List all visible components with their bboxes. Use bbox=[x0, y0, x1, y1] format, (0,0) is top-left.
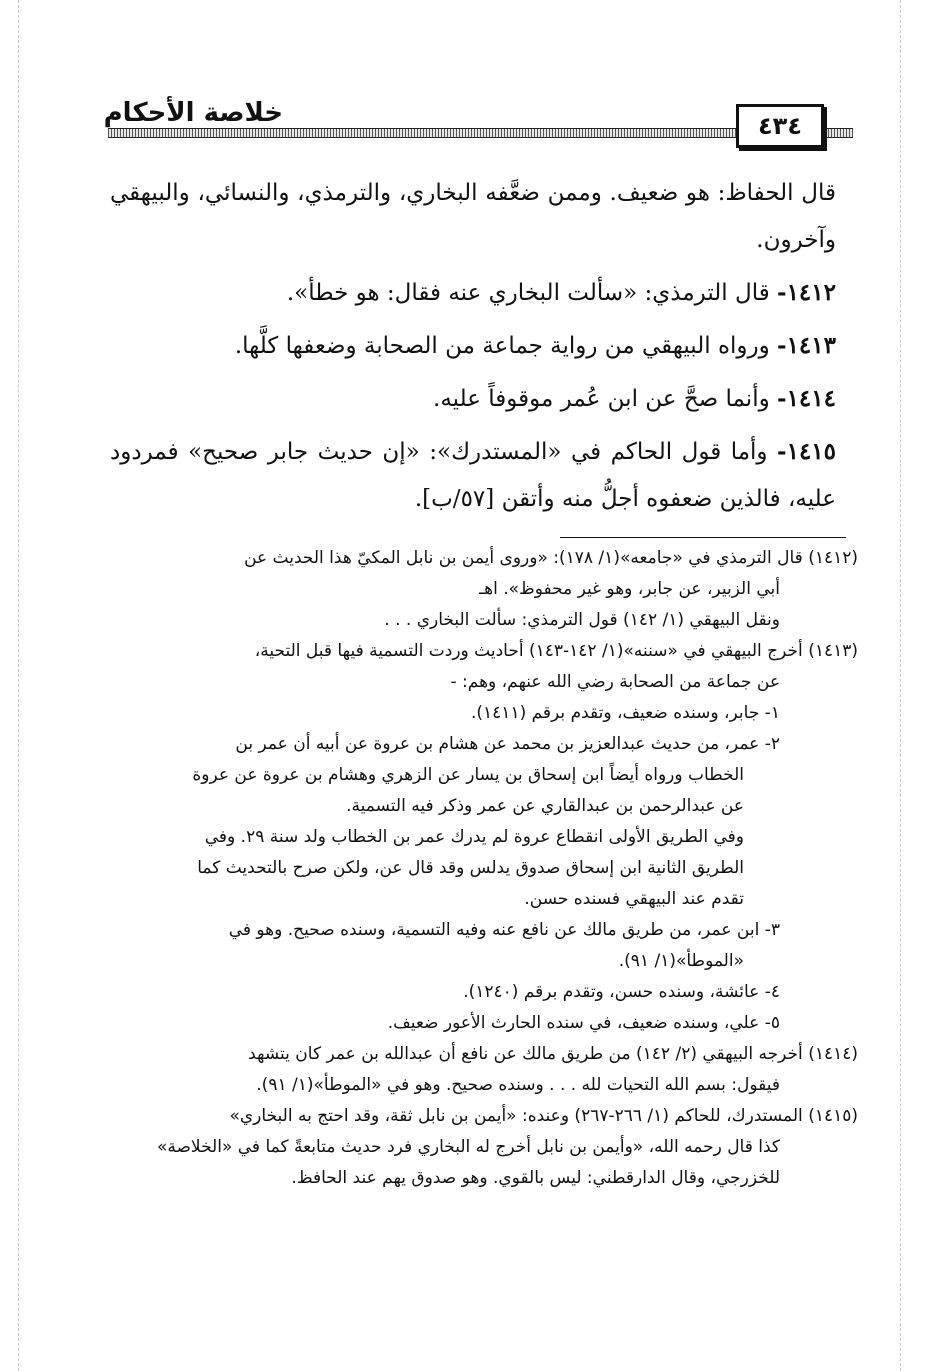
item-1414 bbox=[110, 375, 836, 423]
footnote-line: وفي الطريق الأولى انقطاع عروة لم يدرك عمر بن الخطاب ولد سنة ٢٩. وفي bbox=[204, 827, 744, 847]
footnote-line: عن عبدالرحمن بن عبدالقاري عن عمر وذكر فيه التسمية. bbox=[346, 796, 744, 816]
item-number: ١٤١٤- bbox=[777, 385, 836, 412]
footnote-line: كذا قال رحمه الله، «وأيمن بن نابل أخرج له البخاري فرد حديث متابعةً كما في «الخلاصة» bbox=[156, 1137, 780, 1157]
footnote-line: الخطاب ورواه أيضاً ابن إسحاق بن يسار عن الزهري وهشام بن عروة عن عروة bbox=[192, 765, 744, 785]
item-number: ١٤١٥- bbox=[777, 438, 837, 465]
item-text: قال الترمذي: «سألت البخاري عنه فقال: هو خطأ». bbox=[286, 280, 770, 306]
item-text: وأنما صحَّ عن ابن عُمر موقوفاً عليه. bbox=[433, 386, 770, 412]
footnote-line: ونقل البيهقي (١/ ١٤٢) قول الترمذي: سألت البخاري . . . bbox=[384, 610, 780, 630]
footnote-line: المستدرك، للحاكم (١/ ٢٦٦-٢٦٧) وعنده: «أيمن بن نابل ثقة، وقد احتج به البخاري» bbox=[229, 1106, 803, 1126]
margin-guide-right bbox=[900, 0, 901, 1371]
footnote-line: فيقول: بسم الله التحيات لله . . . وسنده صحيح. وهو في «الموطأ»(١/ ٩١). bbox=[256, 1075, 780, 1095]
page-header bbox=[103, 96, 853, 148]
footnote-line: للخزرجي، وقال الدارقطني: ليس بالقوي. وهو صدوق يهم عند الحافظ. bbox=[291, 1168, 780, 1188]
footnote-line: أبي الزبير، عن جابر، وهو غير محفوظ». اهـ bbox=[479, 579, 780, 599]
footnote-1414 bbox=[108, 1039, 858, 1070]
margin-guide-left bbox=[18, 0, 19, 1371]
footnote-line: أخرج البيهقي في «سننه»(١/ ١٤٢-١٤٣) أحاديث وردت التسمية فيها قبل التحية، bbox=[254, 641, 803, 661]
footnote-number: (١٤١٤) bbox=[808, 1044, 858, 1064]
item-1415 bbox=[110, 428, 836, 523]
footnotes bbox=[108, 543, 858, 1194]
footnote-separator bbox=[560, 537, 846, 538]
item-1413 bbox=[110, 322, 836, 370]
footnote-1413 bbox=[108, 636, 858, 667]
footnote-line: أخرجه البيهقي (٢/ ١٤٢) من طريق مالك عن نافع أن عبدالله بن عمر كان يتشهد bbox=[248, 1044, 803, 1064]
footnote-line: الطريق الثانية ابن إسحاق صدوق يدلس وقد قال عن، ولكن صرح بالتحديث كما bbox=[197, 858, 744, 878]
footnote-1415 bbox=[108, 1101, 858, 1132]
main-text bbox=[110, 170, 836, 523]
footnote-subitem: ٣- ابن عمر، من طريق مالك عن نافع عنه وفيه التسمية، وسنده صحيح. وهو في bbox=[228, 920, 780, 940]
footnote-1412 bbox=[108, 543, 858, 574]
running-title: خلاصة الأحكام bbox=[103, 98, 283, 128]
page-number: ٤٣٤ bbox=[736, 104, 824, 148]
item-1412 bbox=[110, 269, 836, 317]
footnote-line: قال الترمذي في «جامعه»(١/ ١٧٨): «وروى أيمن بن نابل المكيّ هذا الحديث عن bbox=[244, 548, 803, 568]
item-text: ورواه البيهقي من رواية جماعة من الصحابة وضعفها كلَّها. bbox=[234, 333, 770, 359]
footnote-subitem: ٤- عائشة، وسنده حسن، وتقدم برقم (١٢٤٠). bbox=[463, 982, 780, 1002]
item-number: ١٤١٣- bbox=[777, 332, 836, 359]
item-text: وأما قول الحاكم في «المستدرك»: «إن حديث جابر صحيح» فمردود عليه، فالذين ضعفوه أجلُّ منه وأتقن [٥٧/ب]. bbox=[110, 439, 836, 512]
footnote-line: تقدم عند البيهقي فسنده حسن. bbox=[524, 889, 744, 909]
footnote-subitem: ٢- عمر، من حديث عبدالعزيز بن محمد عن هشام بن عروة عن أبيه أن عمر بن bbox=[235, 734, 780, 754]
footnote-number: (١٤١٢) bbox=[808, 548, 858, 568]
footnote-subitem: ٥- علي، وسنده ضعيف، في سنده الحارث الأعور ضعيف. bbox=[387, 1013, 780, 1033]
footnote-line: «الموطأ»(١/ ٩١). bbox=[618, 951, 744, 971]
main-paragraph: قال الحفاظ: هو ضعيف. وممن ضعَّفه البخاري، والترمذي، والنسائي، والبيهقي وآخرون. bbox=[110, 180, 836, 253]
footnote-line: عن جماعة من الصحابة رضي الله عنهم، وهم: - bbox=[450, 672, 780, 692]
footnote-number: (١٤١٣) bbox=[808, 641, 858, 661]
footnote-subitem: ١- جابر، وسنده ضعيف، وتقدم برقم (١٤١١). bbox=[471, 703, 780, 723]
footnote-number: (١٤١٥) bbox=[808, 1106, 858, 1126]
item-number: ١٤١٢- bbox=[777, 279, 836, 306]
